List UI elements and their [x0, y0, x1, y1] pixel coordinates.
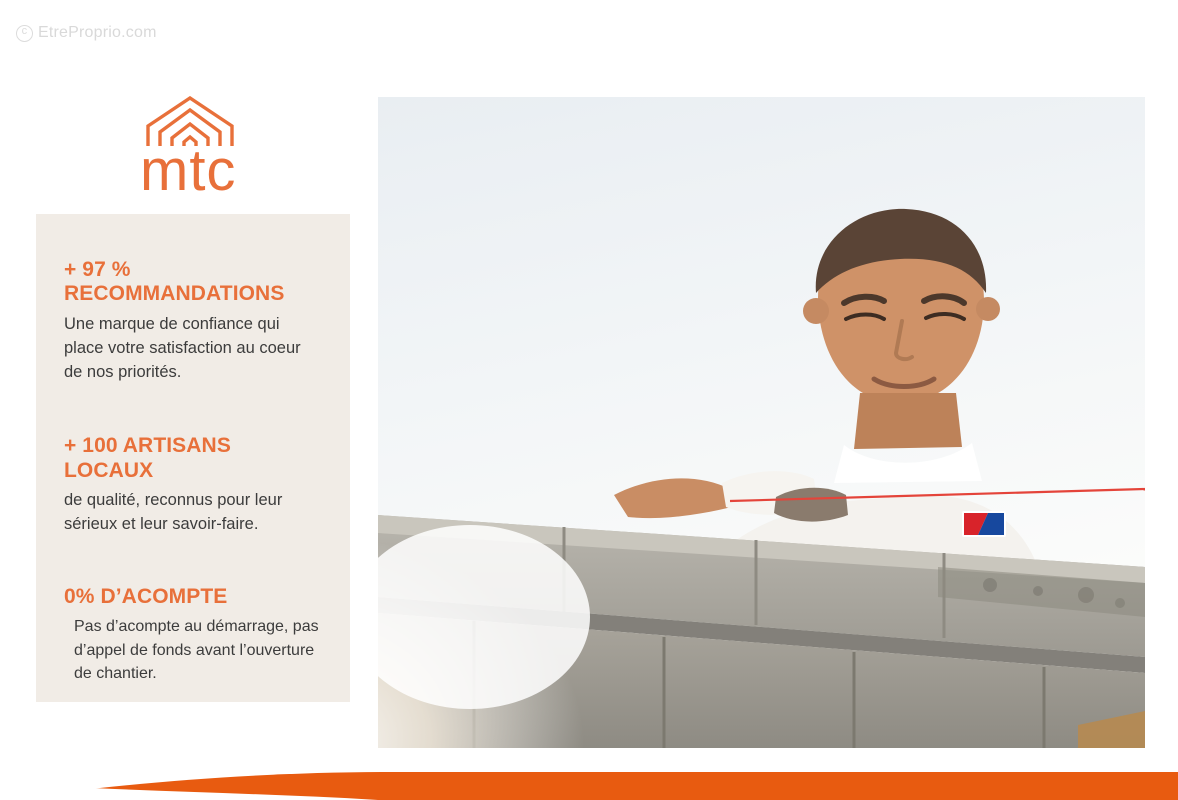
fact-body: de qualité, reconnus pour leur sérieux et leur savoir-faire. [64, 491, 283, 534]
fact-block [64, 585, 320, 685]
fact-block [64, 258, 320, 384]
watermark [16, 24, 157, 42]
mason-photo-graphic [378, 97, 1145, 748]
mason-photo [378, 97, 1145, 748]
left-column [0, 0, 350, 800]
fact-title: 0% D’ACOMPTE [64, 585, 228, 609]
brand-logo [140, 96, 250, 203]
fact-body: Pas d’acompte au démarrage, pas d’appel de fonds avant l’ouverture de chantier. [74, 618, 319, 682]
fact-body: Une marque de confiance qui place votre satisfaction au coeur de nos priorités. [64, 314, 301, 381]
watermark-text: EtreProprio.com [38, 24, 157, 41]
brand-wordmark: mtc [140, 138, 237, 203]
fact-title: + 100 ARTISANS LOCAUX [64, 434, 231, 482]
fact-title: + 97 % RECOMMANDATIONS [64, 258, 285, 306]
copyright-icon [16, 25, 33, 42]
fact-block [64, 434, 320, 537]
facts-card [36, 214, 350, 702]
